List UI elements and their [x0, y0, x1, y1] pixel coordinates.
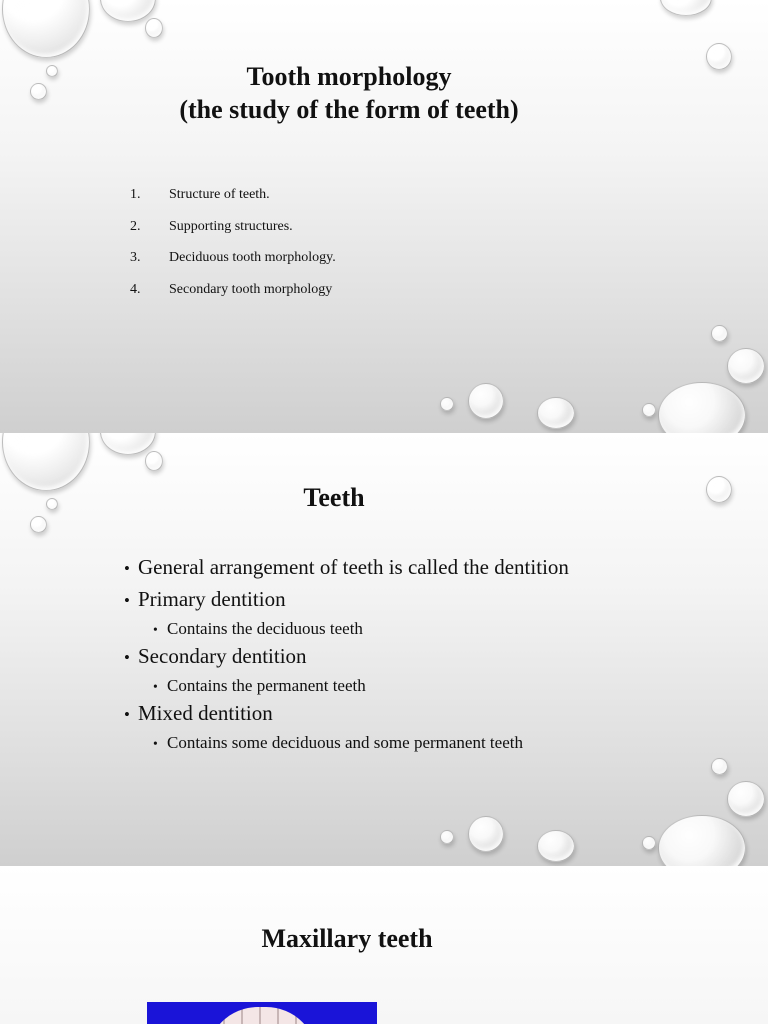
slide-teeth: [0, 433, 768, 866]
list-text: Contains the permanent teeth: [167, 676, 366, 695]
list-text: Structure of teeth.: [169, 187, 270, 202]
tooth-arch-shape: [207, 1007, 317, 1024]
water-drop-decoration: [660, 0, 712, 16]
title-line: (the study of the form of teeth): [179, 95, 519, 124]
water-drop-decoration: [468, 383, 504, 419]
list-text: Deciduous tooth morphology.: [169, 250, 336, 265]
list-number: 4.: [130, 281, 141, 297]
list-text: Mixed dentition: [138, 701, 273, 725]
water-drop-decoration: [440, 397, 454, 411]
list-number: 2.: [130, 218, 141, 234]
bullet-icon: •: [124, 591, 130, 610]
bullet-icon: •: [153, 679, 158, 694]
list-text: Contains some deciduous and some permanent teeth: [167, 733, 523, 752]
slide-title: Teeth: [303, 483, 365, 512]
bullet-icon: •: [124, 705, 130, 724]
list-text: Primary dentition: [138, 587, 286, 611]
bullet-icon: •: [124, 648, 130, 667]
list-number: 3.: [130, 250, 141, 265]
list-number: 1.: [130, 187, 141, 202]
water-drop-decoration: [100, 0, 156, 22]
slide-tooth-morphology: [0, 0, 768, 433]
water-drop-decoration: [658, 382, 746, 433]
water-drop-decoration: [711, 325, 728, 342]
title-line: Tooth morphology: [246, 62, 452, 91]
water-drop-decoration: [468, 816, 504, 852]
slide-maxillary-teeth: [0, 866, 768, 1024]
list-item: [130, 250, 336, 282]
slide-title: [0, 60, 733, 126]
water-drop-decoration: [2, 0, 90, 58]
list-item: [124, 587, 569, 619]
list-text: Supporting structures.: [169, 218, 293, 234]
water-drop-decoration: [537, 830, 575, 862]
bullet-list: [124, 555, 569, 758]
list-item: [124, 644, 569, 676]
maxillary-teeth-diagram-icon: [147, 1002, 377, 1024]
water-drop-decoration: [727, 348, 765, 384]
list-text: General arrangement of teeth is called the dentition: [138, 555, 569, 579]
bullet-icon: •: [124, 559, 130, 578]
water-drop-decoration: [30, 516, 47, 533]
water-drop-decoration: [440, 830, 454, 844]
list-item: [130, 219, 336, 251]
bullet-icon: •: [153, 736, 158, 751]
list-text: Contains the deciduous teeth: [167, 619, 363, 638]
water-drop-decoration: [711, 758, 728, 775]
list-text: Secondary tooth morphology: [169, 281, 333, 297]
bullet-icon: •: [153, 622, 158, 637]
sub-list-item: [124, 619, 569, 644]
water-drop-decoration: [642, 836, 656, 850]
list-text: Secondary dentition: [138, 644, 307, 668]
list-item: [124, 555, 569, 587]
water-drop-decoration: [727, 781, 765, 817]
sub-list-item: [124, 676, 569, 701]
water-drop-decoration: [145, 451, 163, 471]
list-item: [130, 187, 336, 219]
water-drop-decoration: [658, 815, 746, 866]
water-drop-decoration: [100, 433, 156, 455]
sub-list-item: [124, 733, 569, 758]
numbered-list: [130, 187, 336, 313]
list-item: [130, 282, 336, 314]
list-item: [124, 701, 569, 733]
water-drop-decoration: [642, 403, 656, 417]
slide-title: Maxillary teeth: [261, 924, 433, 953]
water-drop-decoration: [145, 18, 163, 38]
water-drop-decoration: [537, 397, 575, 429]
